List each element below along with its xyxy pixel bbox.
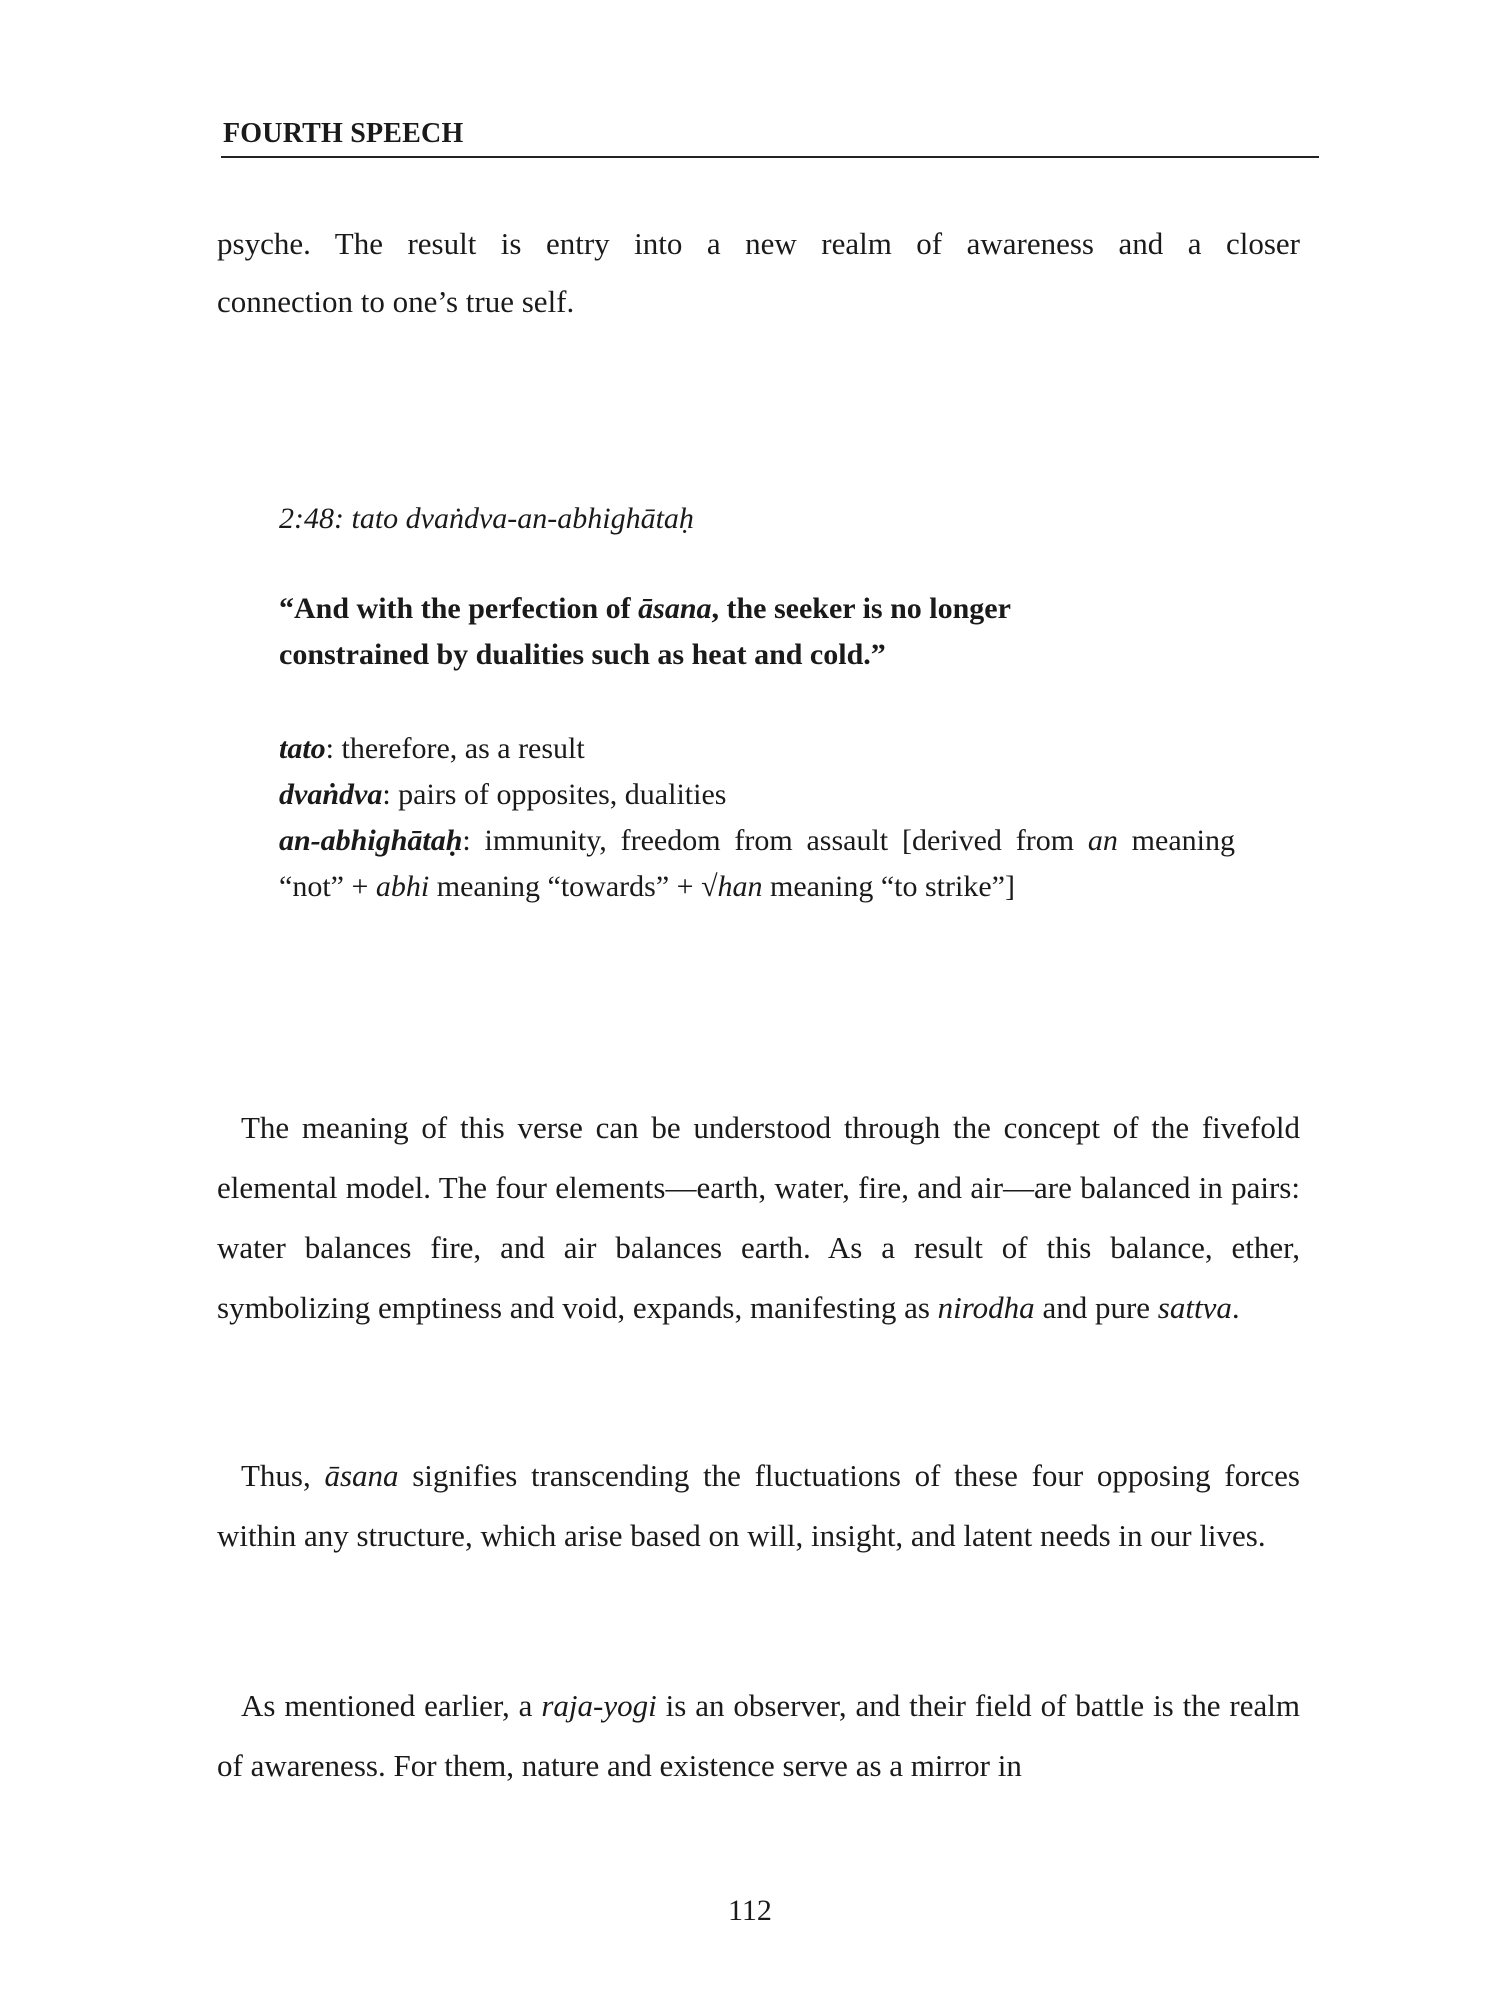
running-head: FOURTH SPEECH	[223, 118, 464, 149]
glossary-italic: an	[1087, 824, 1118, 857]
body-paragraph-1	[217, 1098, 1300, 1338]
paragraph-text: is an observer, and their field of battle is the realm of awareness. For them, nature and existence serve as a mirror in	[217, 1688, 1300, 1783]
translation-term: āsana	[638, 592, 712, 625]
intro-line-1: psyche. The result is entry into a new realm of awareness and a closer	[217, 226, 1300, 261]
paragraph-text: The meaning of this verse can be understood through the concept of the fivefold elemental model. The four elements—earth, water, fire, and air—are balanced in pairs: water balances fire, and air balances earth. As a result of this balance, ether, symbolizing emptiness and void, expands, manifesting as	[217, 1110, 1300, 1325]
paragraph-italic: sattva	[1157, 1290, 1232, 1325]
header-rule	[221, 156, 1319, 158]
paragraph-text: signifies transcending the fluctuations of these four opposing forces within any structure, which arise based on will, insight, and latent needs in our lives.	[217, 1458, 1301, 1553]
glossary-term: dvaṅdva	[279, 778, 383, 811]
body-paragraph-3	[217, 1676, 1300, 1796]
glossary-entry-long	[279, 818, 1235, 910]
glossary-italic: abhi	[375, 870, 430, 903]
paragraph-text: Thus,	[241, 1458, 325, 1493]
paragraph-text: As mentioned earlier, a	[241, 1688, 542, 1723]
glossary-entry	[279, 772, 1235, 818]
translation-part-1: “And with the perfection of	[279, 592, 639, 625]
glossary-italic: han	[717, 870, 763, 903]
glossary-text: meaning “towards” + √	[429, 870, 718, 903]
glossary-term: tato	[279, 732, 326, 765]
page-number: 112	[728, 1894, 772, 1927]
glossary-text: meaning “not” +	[279, 824, 1235, 903]
paragraph-italic: raja-yogi	[541, 1688, 657, 1723]
paragraph-italic: āsana	[324, 1458, 399, 1493]
translation-part-2: , the seeker is no longer constrained by dualities such as heat and cold.”	[279, 592, 1011, 671]
glossary-text: : immunity, freedom from assault [derived from	[462, 824, 1088, 857]
paragraph-text: and pure	[1034, 1290, 1158, 1325]
paragraph-italic: nirodha	[937, 1290, 1035, 1325]
glossary-entry	[279, 726, 1235, 772]
verse-translation	[279, 586, 1159, 678]
glossary-text: meaning “to strike”]	[762, 870, 1015, 903]
glossary-term: an-abhighātaḥ	[279, 824, 463, 857]
body-paragraph-2	[217, 1446, 1300, 1566]
glossary-definition: : therefore, as a result	[325, 732, 585, 765]
intro-line-2: connection to one’s true self.	[217, 284, 575, 319]
glossary	[279, 726, 1235, 910]
verse-reference: 2:48: tato dvaṅdva-an-abhighātaḥ	[279, 502, 694, 535]
glossary-definition: : pairs of opposites, dualities	[382, 778, 727, 811]
paragraph-text: .	[1231, 1290, 1240, 1325]
